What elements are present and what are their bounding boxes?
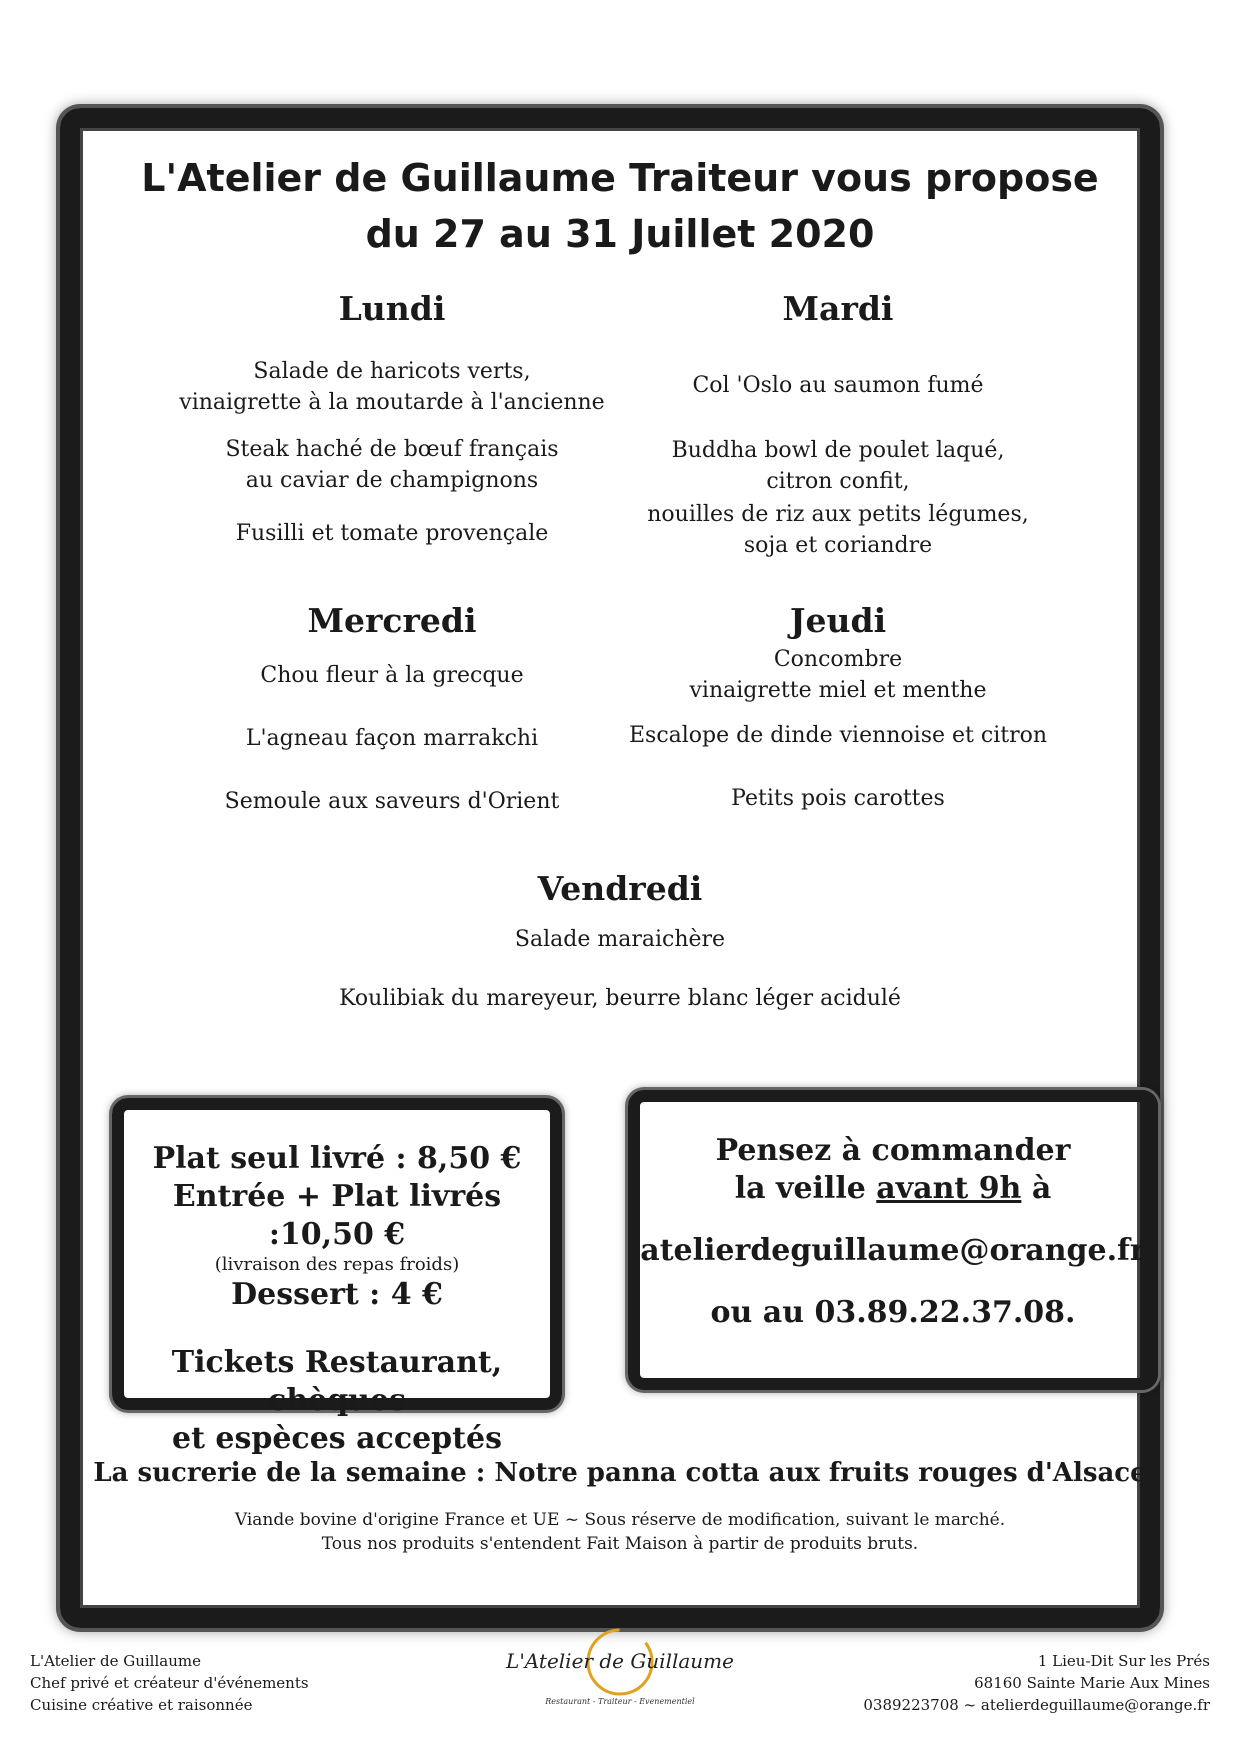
day-heading: Jeudi [789, 601, 887, 640]
footer-right-line: 68160 Sainte Marie Aux Mines [974, 1674, 1210, 1692]
footer-left-line: L'Atelier de Guillaume [30, 1652, 201, 1670]
page-title: L'Atelier de Guillaume Traiteur vous propose [141, 156, 1099, 200]
logo-tagline: Restaurant - Traiteur - Evenementiel [545, 1697, 695, 1706]
day-heading: Vendredi [537, 869, 703, 908]
order-deadline: avant 9h [876, 1171, 1022, 1206]
dish-item: Salade maraichère [514, 927, 726, 952]
dish-item: Semoule aux saveurs d'Orient [224, 789, 560, 814]
order-email[interactable]: atelierdeguillaume@orange.fr [640, 1233, 1146, 1268]
footer-left-line: Cuisine créative et raisonnée [30, 1696, 253, 1714]
day-jeudi [598, 600, 1078, 814]
day-heading: Mardi [782, 289, 894, 328]
dish-item: L'agneau façon marrakchi [245, 726, 539, 751]
dish-item: Petits pois carottes [731, 786, 945, 811]
footnote-line-2: Tous nos produits s'entendent Fait Maison à partir de produits bruts. [321, 1534, 919, 1554]
footer-left [30, 1650, 309, 1716]
order-line-2-prefix: la veille [734, 1171, 877, 1206]
day-heading: Mercredi [307, 601, 477, 640]
price-plat-seul: Plat seul livré : 8,50 € [152, 1141, 522, 1176]
footer-right [863, 1650, 1210, 1716]
logo-graphic [506, 1622, 734, 1712]
dish-item: nouilles de riz aux petits légumes, soja et coriandre [647, 502, 1029, 558]
page-date-range: du 27 au 31 Juillet 2020 [365, 212, 875, 256]
footer-right-line: 0389223708 ~ atelierdeguillaume@orange.fr [863, 1696, 1210, 1714]
dish-item: Salade de haricots verts, vinaigrette à la moutarde à l'ancienne [179, 359, 605, 415]
order-box [628, 1090, 1158, 1390]
order-line-2 [640, 1170, 1146, 1208]
brand-logo [506, 1622, 734, 1712]
footer-left-line: Chef privé et créateur d'événements [30, 1674, 309, 1692]
payment-line-2: et espèces acceptés [172, 1421, 502, 1456]
dish-item: Koulibiak du mareyeur, beurre blanc léger acidulé [339, 986, 901, 1011]
order-phone: ou au 03.89.22.37.08. [710, 1295, 1076, 1330]
dish-item: Escalope de dinde viennoise et citron [628, 723, 1048, 748]
weekly-dessert: La sucrerie de la semaine : Notre panna cotta aux fruits rouges d'Alsace [93, 1458, 1147, 1488]
dish-item: Fusilli et tomate provençale [235, 521, 549, 546]
logo-wordmark: L'Atelier de Guillaume [506, 1649, 734, 1673]
order-line-2-suffix: à [1021, 1171, 1052, 1206]
day-lundi [152, 288, 632, 549]
pricing-box [112, 1098, 562, 1456]
payment-line-1: Tickets Restaurant, chèques [171, 1345, 503, 1418]
day-heading: Lundi [338, 289, 446, 328]
day-vendredi [339, 868, 901, 1014]
day-mercredi [152, 600, 632, 817]
delivery-note: (livraison des repas froids) [214, 1254, 460, 1275]
footnote-line-1: Viande bovine d'origine France et UE ~ Sous réserve de modification, suivant le marché. [234, 1510, 1006, 1530]
footnotes [0, 1508, 1240, 1556]
dish-item: Chou fleur à la grecque [260, 663, 524, 688]
price-dessert: Dessert : 4 € [231, 1277, 443, 1312]
dish-item: Buddha bowl de poulet laqué, citron confit, [671, 438, 1005, 494]
order-line-1: Pensez à commander [715, 1133, 1071, 1168]
day-mardi [598, 288, 1078, 561]
dish-item: Steak haché de bœuf français au caviar de champignons [225, 437, 559, 493]
footer-right-line: 1 Lieu-Dit Sur les Prés [1037, 1652, 1210, 1670]
dish-item: Concombre vinaigrette miel et menthe [689, 647, 987, 703]
price-entree-plat: Entrée + Plat livrés :10,50 € [172, 1179, 502, 1252]
dish-item: Col 'Oslo au saumon fumé [692, 373, 984, 398]
